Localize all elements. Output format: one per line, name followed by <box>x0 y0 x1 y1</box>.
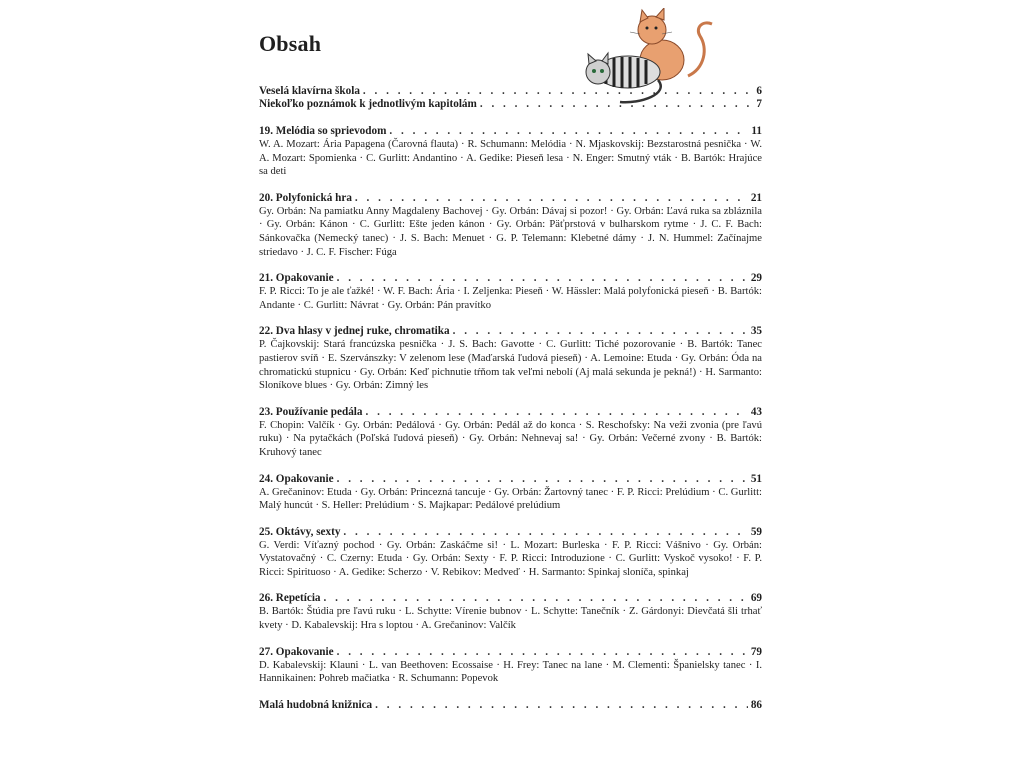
entry-page: 51 <box>750 472 762 485</box>
toc-entry[interactable] <box>259 592 762 605</box>
toc-entry[interactable] <box>259 272 762 285</box>
chapter-27 <box>259 646 762 686</box>
toc-entry[interactable] <box>259 192 762 205</box>
chapter-21 <box>259 272 762 312</box>
leader-dots <box>324 592 748 605</box>
entry-page: 11 <box>751 125 762 137</box>
leader-dots <box>337 473 748 486</box>
entry-page: 21 <box>750 191 762 204</box>
chapter-pieces: W. A. Mozart: Ária Papagena (Čarovná flauta) · R. Schumann: Melódia · N. Mjaskovskij: Bezstarostná pesnička · W. A. Mozart: Spomienka · C. Gurlitt: Andantino · A. Gedike: Pieseň lesa · N. Enger: Smutný vták · B. Bartók: Hrajúce sa deti <box>259 139 762 178</box>
entry-title: 21. Opakovanie <box>259 272 334 285</box>
chapter-pieces: D. Kabalevskij: Klauni · L. van Beethoven: Ecossaise · H. Frey: Tanec na lane · M. Clementi: Španielsky tanec · I. Hannikainen: Pohreb mačiatka · R. Schumann: Popevok <box>259 659 762 685</box>
chapter-pieces: F. Chopin: Valčík · Gy. Orbán: Pedálová · Gy. Orbán: Pedál až do konca · S. Reschofsky: Na veži zvonia (pre ľavú ruku) · Na pytačkách (Poľská ľudová pieseň) · Gy. Orbán: Nehnevaj sa! · Gy. Orbán: Večerné zvony · B. Bartók: Kruhový tanec <box>259 419 762 458</box>
entry-page: 43 <box>750 405 762 418</box>
leader-dots <box>343 526 747 539</box>
entry-page: 79 <box>750 645 762 658</box>
chapter-25 <box>259 526 762 580</box>
entry-page: 86 <box>750 698 762 711</box>
entry-title: 25. Oktávy, sexty <box>259 525 341 538</box>
entry-title: 26. Repetícia <box>259 592 321 605</box>
chapter-19 <box>259 125 762 179</box>
chapter-26 <box>259 592 762 632</box>
entry-title: Malá hudobná knižnica <box>259 698 373 711</box>
chapter-22 <box>259 325 762 392</box>
leader-dots <box>363 85 753 98</box>
leader-dots <box>366 406 748 419</box>
chapter-pieces: P. Čajkovskij: Stará francúzska pesnička · J. S. Bach: Gavotte · C. Gurlitt: Tiché pozorovanie · B. Bartók: Tanec pastierov svíň · E. Szervánszky: V zelenom lese (Maďarská ľudová pieseň) · A. Lemoine: Etuda · Gy. Orbán: Óda na chromatickú stupnicu · Gy. Orbán: Keď pichnutie tŕňom tak veľmi nebolí (Aj malá sekunda je pekná!) · H. Sarmanto: Sloníkove blues · Gy. Orbán: Zimný les <box>259 339 762 392</box>
chapter-pieces: B. Bartók: Štúdia pre ľavú ruku · L. Schytte: Vírenie bubnov · L. Schytte: Tanečník · Z. Gárdonyi: Dievčatá šli trhať kvety · D. Kabalevskij: Hra s loptou · A. Grečaninov: Valčík <box>259 606 762 632</box>
entry-title: 22. Dva hlasy v jednej ruke, chromatika <box>259 325 450 338</box>
leader-dots <box>480 98 754 111</box>
toc-entry[interactable] <box>259 473 762 486</box>
toc-entry[interactable] <box>259 526 762 539</box>
entry-page: 35 <box>750 325 762 338</box>
toc-entry[interactable] <box>259 406 762 419</box>
toc-entry-back[interactable] <box>259 699 762 712</box>
entry-title: 27. Opakovanie <box>259 645 334 658</box>
leader-dots <box>337 272 748 285</box>
leader-dots <box>453 325 748 338</box>
chapter-pieces: F. P. Ricci: To je ale ťažké! · W. F. Bach: Ária · I. Zeljenka: Pieseň · W. Hässler: Malá polyfonická pieseň · B. Bartók: Andante · C. Gurlitt: Návrat · Gy. Orbán: Pán pravítko <box>259 286 762 311</box>
toc-entry[interactable] <box>259 125 762 138</box>
toc-entry-front[interactable] <box>259 85 762 98</box>
front-matter <box>259 85 762 111</box>
toc-entry-front[interactable] <box>259 98 762 111</box>
leader-dots <box>375 699 748 712</box>
entry-title: 24. Opakovanie <box>259 472 334 485</box>
chapter-pieces: A. Grečaninov: Etuda · Gy. Orbán: Princezná tancuje · Gy. Orbán: Žartovný tanec · F. P. Ricci: Prelúdium · C. Gurlitt: Malý huncút · S. Heller: Prelúdium · S. Majkapar: Pedálové prelúdium <box>259 486 762 512</box>
table-of-contents <box>259 85 762 712</box>
chapter-23 <box>259 406 762 460</box>
toc-entry[interactable] <box>259 646 762 659</box>
chapter-pieces: Gy. Orbán: Na pamiatku Anny Magdaleny Bachovej · Gy. Orbán: Dávaj si pozor! · Gy. Orbán: Ľavá ruka sa zbláznila · Gy. Orbán: Kánon · C. Gurlitt: Ešte jeden kánon · Gy. Orbán: Päťprstová v bulharskom rytme · J. C. F. Bach: Sánkovačka (Nemecký tanec) · J. S. Bach: Menuet · G. P. Telemann: Klebetné dámy · J. N. Hummel: Začínajme striedavo · J. C. F. Fischer: Fúga <box>259 205 762 258</box>
leader-dots <box>389 125 748 138</box>
entry-page: 29 <box>750 272 762 285</box>
entry-title: Niekoľko poznámok k jednotlivým kapitolám <box>259 98 477 110</box>
entry-title: 23. Používanie pedála <box>259 405 363 418</box>
page-title: Obsah <box>259 31 322 56</box>
leader-dots <box>355 192 748 205</box>
entry-title: 20. Polyfonická hra <box>259 191 352 204</box>
chapter-20 <box>259 192 762 259</box>
entry-page: 69 <box>750 592 762 605</box>
entry-title: 19. Melódia so sprievodom <box>259 125 387 137</box>
entry-page: 59 <box>750 525 762 538</box>
entry-page: 6 <box>756 85 762 97</box>
chapter-pieces: G. Verdi: Víťazný pochod · Gy. Orbán: Zaskáčme si! · L. Mozart: Burleska · F. P. Ricci: Vášnivo · Gy. Orbán: Vystatovačný · C. Czerny: Etuda · Gy. Orbán: Sexty · F. P. Ricci: Introduzione · C. Gurlitt: Vyskoč vysoko! · F. P. Ricci: Spirituoso · A. Gedike: Scherzo · V. Rebikov: Medveď · H. Sarmanto: Spinkaj sloníča, spinkaj <box>259 539 762 578</box>
entry-title: Veselá klavírna škola <box>259 85 360 97</box>
toc-entry[interactable] <box>259 325 762 338</box>
entry-page: 7 <box>756 98 762 110</box>
leader-dots <box>337 646 748 659</box>
chapter-24 <box>259 473 762 513</box>
